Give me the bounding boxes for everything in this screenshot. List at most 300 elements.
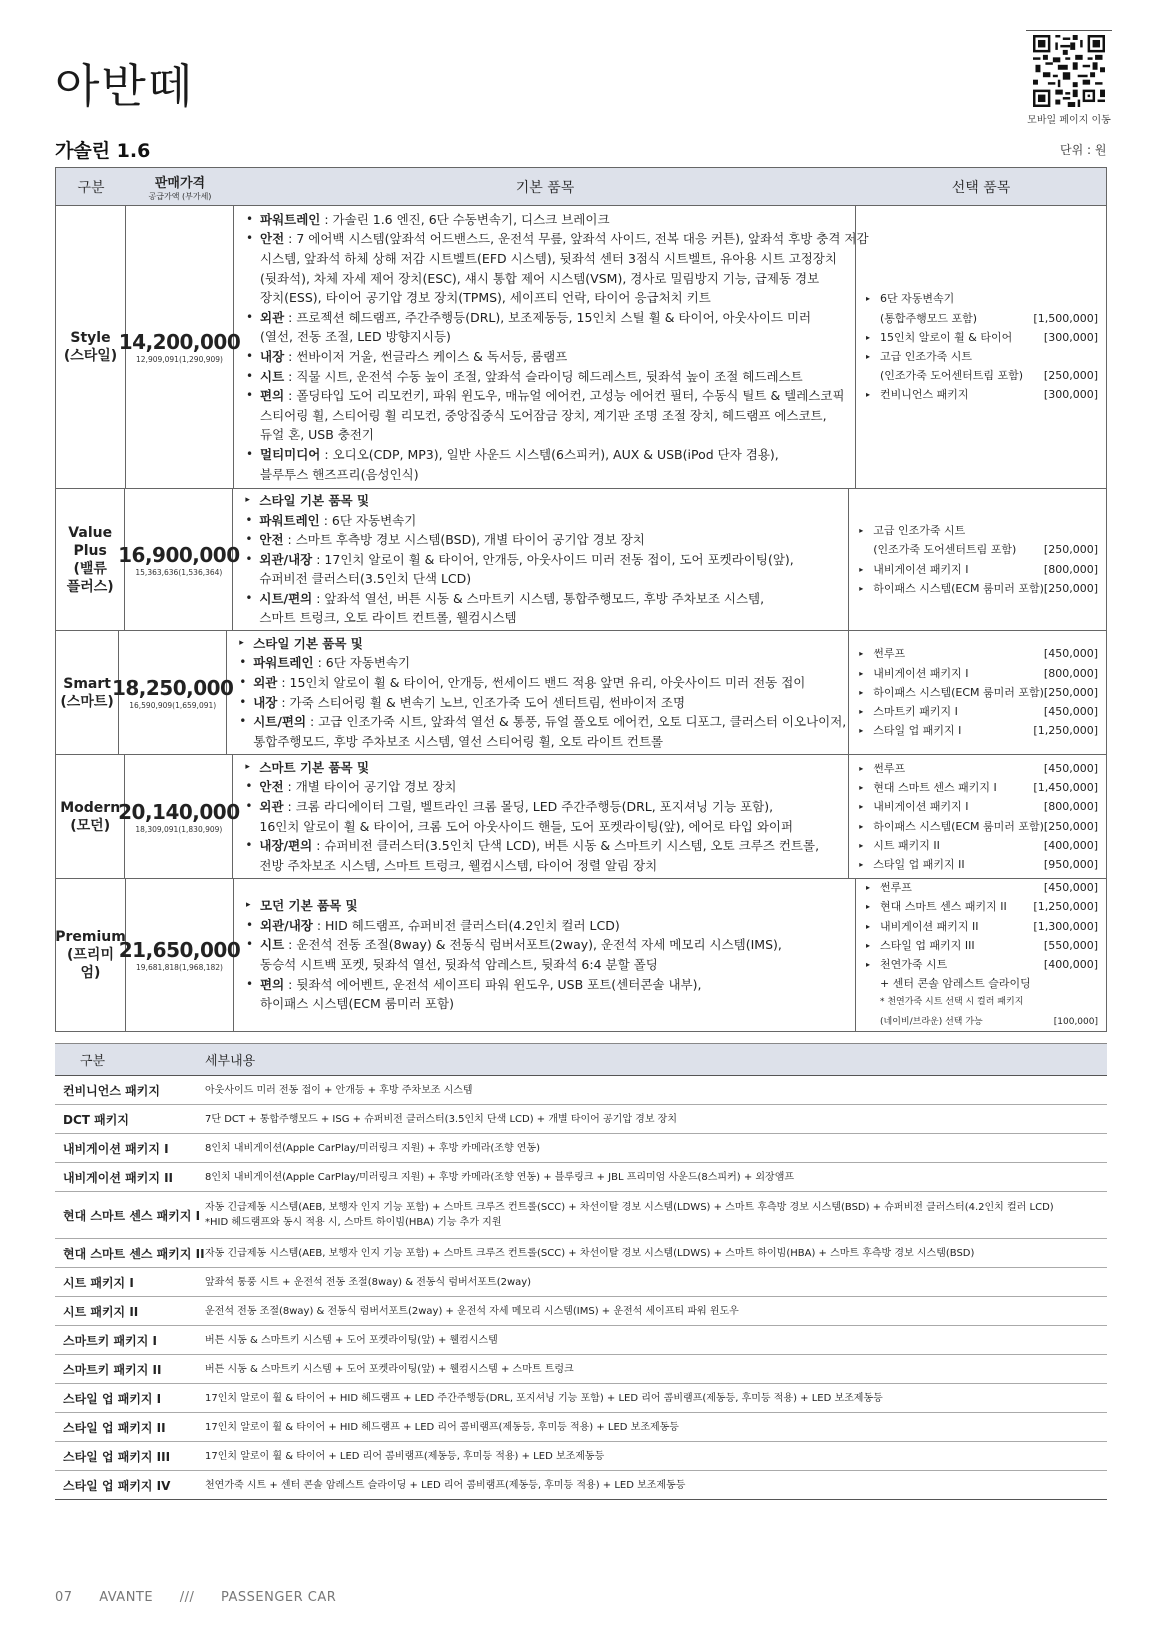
- feature-label: 파워트레인: [253, 655, 314, 671]
- feature-line: [239, 693, 840, 713]
- bullet-icon: •: [246, 937, 254, 952]
- option-name: * 천연가죽 시트 선택 시 컬러 패키지: [880, 997, 1024, 1008]
- trim-name: [56, 206, 126, 488]
- package-row: [55, 1192, 1107, 1239]
- package-detail-note: *HID 헤드램프와 동시 적용 시, 스마트 하이빔(HBA) 기능 추가 지원: [205, 1217, 502, 1228]
- option-line: [866, 897, 1098, 916]
- option-name: 내비게이션 패키지 I: [873, 800, 969, 814]
- feature-line: [245, 758, 840, 778]
- triangle-bullet-icon: ▸: [859, 583, 864, 593]
- feature-line: [246, 249, 847, 269]
- package-row: [55, 1076, 1107, 1105]
- option-price: [800,000]: [1043, 562, 1098, 576]
- option-name: 하이패스 시스템(ECM 룸미러 포함): [873, 819, 1044, 833]
- trim-name-line: (스타일): [63, 348, 118, 364]
- feature-text: [260, 975, 701, 995]
- feature-detail: 16인치 알로이 휠 & 타이어, 크롬 도어 아웃사이드 핸들, 도어 포켓라이팅(앞), 에어로 타입 와이퍼: [259, 818, 794, 834]
- package-row: [55, 1384, 1107, 1413]
- feature-text: [253, 712, 846, 732]
- package-name: 현대 스마트 센스 패키지 II: [63, 1246, 205, 1261]
- price-value: 21,650,000: [118, 938, 241, 962]
- feature-label: 시트: [260, 937, 285, 953]
- trim-name: [56, 879, 126, 1031]
- feature-text: [260, 288, 711, 308]
- feature-detail: 전방 주차보조 시스템, 스마트 트렁크, 웰컴시스템, 타이어 정렬 알림 장치: [259, 857, 658, 873]
- feature-detail: : 15인치 알로이 휠 & 타이어, 안개등, 썬세이드 밴드 적용 앞면 유리, 아웃사이드 미러 전동 접이: [277, 674, 806, 690]
- trim-name-line: Plus: [73, 542, 107, 559]
- feature-label: 파워트레인: [259, 512, 320, 528]
- feature-line: [246, 327, 847, 347]
- bullet-icon: •: [245, 779, 253, 794]
- trim-name-line: (밸류: [73, 560, 107, 577]
- bullet-icon: •: [239, 655, 247, 670]
- option-price: [800,000]: [1043, 666, 1098, 680]
- feature-text: [253, 673, 805, 693]
- package-detail: [205, 1333, 1107, 1348]
- package-detail: [205, 1112, 1107, 1127]
- feature-detail: : 가죽 스티어링 휠 & 변속기 노브, 인조가죽 도어 센터트림, 썬바이저 조명: [277, 694, 686, 710]
- trim-price: [118, 755, 240, 878]
- option-line: [866, 993, 1098, 1012]
- feature-line: [245, 511, 840, 531]
- package-detail-line: 앞좌석 통풍 시트 + 운전석 전동 조절(8way) & 전동식 럼버서포트(2way): [205, 1276, 532, 1288]
- feature-line: [246, 229, 869, 249]
- triangle-bullet-icon: ▸: [859, 649, 864, 659]
- feature-detail: : 6단 자동변속기: [313, 655, 411, 671]
- feature-line: [245, 797, 840, 817]
- trim-name-line: 플러스): [66, 578, 114, 595]
- feature-text: [260, 406, 827, 426]
- triangle-bullet-icon: [866, 366, 880, 385]
- option-name: 고급 인조가죽 시트: [873, 524, 966, 538]
- triangle-bullet-icon: ▸: [866, 940, 871, 950]
- qr-block[interactable]: [1026, 30, 1112, 126]
- bullet-icon: •: [245, 551, 253, 566]
- option-price: [300,000]: [1043, 388, 1098, 402]
- feature-text: [259, 569, 471, 589]
- package-name: 스마트키 패키지 I: [63, 1333, 157, 1348]
- feature-detail: : 운전석 전동 조절(8way) & 전동식 럼버서포트(2way), 운전석 자세 메모리 시스템(IMS),: [284, 937, 782, 953]
- feature-detail: 동승석 시트백 포켓, 뒷좌석 열선, 뒷좌석 암레스트, 뒷좌석 6:4 분할 폴딩: [260, 957, 658, 972]
- option-name: 썬루프: [873, 647, 906, 661]
- trim-price: [118, 489, 240, 630]
- feature-detail: : 6단 자동변속기: [319, 512, 417, 528]
- bullet-icon: •: [246, 349, 254, 363]
- package-detail-line: 자동 긴급제동 시스템(AEB, 보행자 인지 기능 포함) + 스마트 크루즈 컨트롤(SCC) + 차선이탈 경보 시스템(LDWS) + 스마트 후측방 경보 시스템(BSD) + 슈퍼비전 클러스터(4.2인치 컬러 LCD): [205, 1202, 1054, 1213]
- triangle-bullet-icon: [866, 993, 880, 1012]
- package-rows: [55, 1076, 1107, 1500]
- triangle-bullet-icon: [866, 309, 880, 328]
- feature-label: 안전: [259, 532, 284, 548]
- feature-line: [246, 269, 847, 289]
- package-detail: [205, 1200, 1107, 1230]
- feature-detail: 스마트 트렁크, 오토 라이트 컨트롤, 웰컴시스템: [259, 610, 517, 626]
- feature-label: 외관: [259, 798, 284, 814]
- feature-text: [259, 817, 793, 837]
- option-name: 썬루프: [873, 761, 906, 775]
- feature-label: 내장/편의: [259, 838, 313, 854]
- option-line: [859, 778, 1098, 797]
- feature-line: [239, 634, 840, 654]
- basic-features: [233, 755, 849, 878]
- feature-detail: : 직물 시트, 운전석 수동 높이 조절, 앞좌석 슬라이딩 헤드레스트, 뒷좌석 높이 조절 헤드레스트: [284, 368, 803, 384]
- bullet-icon: ▸: [245, 494, 250, 505]
- feature-detail: 하이패스 시스템(ECM 룸미러 포함): [260, 996, 454, 1012]
- feature-line: [246, 465, 847, 485]
- option-price: [400,000]: [1043, 958, 1098, 971]
- triangle-bullet-icon: ▸: [866, 883, 871, 893]
- header-price-label: 판매가격: [154, 175, 206, 191]
- feature-detail: 듀얼 혼, USB 충전기: [260, 427, 375, 443]
- feature-line: [239, 712, 847, 732]
- bullet-icon: •: [246, 976, 254, 991]
- option-line: [859, 644, 1098, 663]
- feature-line: [246, 288, 847, 308]
- option-line: [859, 759, 1098, 778]
- basic-features: [233, 489, 849, 630]
- qr-label: 모바일 페이지 이동: [1027, 115, 1111, 126]
- trim-row: [56, 755, 1106, 879]
- feature-label: 스마트 기본 품목 및: [259, 759, 370, 775]
- footer-page-number: 07: [55, 1590, 73, 1605]
- option-name: 내비게이션 패키지 I: [873, 562, 969, 576]
- feature-label: 시트: [260, 368, 285, 384]
- package-detail: [205, 1304, 1107, 1319]
- package-detail-line: 8인치 내비게이션(Apple CarPlay/미러링크 지원) + 후방 카메라(조향 연동): [205, 1142, 541, 1154]
- option-line: [859, 702, 1098, 721]
- option-name: (인조가죽 도어센터트림 포함): [880, 369, 1024, 383]
- qr-divider: [1026, 30, 1112, 31]
- feature-line: [246, 425, 847, 445]
- option-line: [866, 309, 1098, 328]
- package-table-header: [55, 1043, 1107, 1076]
- feature-text: [260, 955, 658, 975]
- feature-detail: 시스템, 앞좌석 하체 상해 저감 시트벨트(EFD 시스템), 뒷좌석 센터 3점식 시트벨트, 유아용 시트 고정장치: [260, 251, 837, 267]
- bullet-icon: •: [245, 512, 253, 527]
- option-price: [450,000]: [1043, 705, 1098, 719]
- triangle-bullet-icon: ▸: [859, 726, 864, 736]
- feature-detail: (열선, 전동 조절, LED 방향지시등): [260, 329, 451, 345]
- feature-line: [246, 406, 847, 426]
- supply-value: 16,590,909(1,659,091): [129, 700, 217, 710]
- feature-line: [245, 817, 840, 837]
- feature-line: [245, 836, 840, 856]
- triangle-bullet-icon: [866, 1013, 880, 1032]
- feature-text: [260, 249, 837, 269]
- option-price: [250,000]: [1043, 581, 1098, 595]
- package-detail-line: 17인치 알로이 휠 & 타이어 + HID 헤드램프 + LED 주간주행등(DRL, 포지셔닝 기능 포함) + LED 리어 콤비램프(제동등, 후미등 적용) + LED 보조제동등: [205, 1392, 883, 1404]
- package-detail: [205, 1170, 1107, 1185]
- option-line: [859, 560, 1098, 579]
- package-detail: [205, 1362, 1107, 1377]
- option-name: 고급 인조가죽 시트: [880, 350, 973, 363]
- header-category: 구분: [77, 179, 105, 196]
- feature-text: [259, 797, 773, 817]
- package-name: 스타일 업 패키지 III: [63, 1449, 171, 1464]
- feature-text: [260, 347, 567, 367]
- package-row: [55, 1355, 1107, 1384]
- feature-text: [260, 269, 819, 289]
- feature-line: [246, 210, 847, 230]
- feature-line: [245, 550, 840, 570]
- price-table: [55, 167, 1107, 1032]
- package-detail: [205, 1391, 1107, 1406]
- package-detail: [205, 1083, 1107, 1098]
- option-price: [1,450,000]: [1033, 781, 1098, 795]
- trim-price: [118, 879, 241, 1031]
- feature-text: [253, 634, 363, 654]
- basic-features: [234, 879, 856, 1031]
- option-name: 스타일 업 패키지 III: [880, 938, 975, 952]
- feature-detail: (뒷좌석), 차체 자세 제어 장치(ESC), 섀시 통합 제어 시스템(VSM), 경사로 밀림방지 기능, 급제동 경보: [260, 270, 820, 286]
- package-detail: [205, 1246, 1107, 1261]
- feature-text: [260, 327, 451, 347]
- option-price: [250,000]: [1043, 369, 1098, 383]
- package-detail-line: 천연가죽 시트 + 센터 콘솔 암레스트 슬라이딩 + LED 리어 콤비램프(제동등, 후미등 적용) + LED 보조제동등: [205, 1479, 686, 1491]
- option-line: [859, 836, 1098, 855]
- package-detail-line: 8인치 내비게이션(Apple CarPlay/미러링크 지원) + 후방 카메라(조향 연동) + 블루링크 + JBL 프리미엄 사운드(8스피커) + 외장앰프: [205, 1171, 795, 1183]
- option-price: [450,000]: [1043, 881, 1098, 895]
- triangle-bullet-icon: ▸: [866, 332, 871, 342]
- feature-detail: 슈퍼비전 클러스터(3.5인치 단색 LCD): [259, 571, 472, 587]
- package-name: 컨비니언스 패키지: [63, 1083, 160, 1098]
- trim-row: [56, 489, 1106, 631]
- option-price: [1,500,000]: [1033, 311, 1098, 325]
- header-options: 선택 품목: [951, 179, 1011, 196]
- basic-features: [227, 631, 849, 754]
- bullet-icon: •: [239, 714, 247, 729]
- trim-name-line: Smart: [63, 675, 111, 692]
- option-line: [866, 878, 1098, 897]
- feature-line: [246, 367, 847, 387]
- header-price-sub: 공급가액 (부가세): [148, 191, 212, 201]
- trim-name: [56, 631, 119, 754]
- triangle-bullet-icon: ▸: [859, 783, 864, 793]
- option-name: 하이패스 시스템(ECM 룸미러 포함): [873, 685, 1044, 699]
- feature-text: [259, 856, 657, 876]
- option-price: [250,000]: [1043, 819, 1098, 833]
- supply-value: 18,309,091(1,830,909): [135, 824, 223, 834]
- feature-detail: : 프로젝션 헤드램프, 주간주행등(DRL), 보조제동등, 15인치 스틸 휠 & 타이어, 아웃사이드 미러: [284, 309, 812, 325]
- option-price: [1,300,000]: [1033, 919, 1098, 933]
- triangle-bullet-icon: ▸: [859, 668, 864, 678]
- feature-text: [253, 693, 685, 713]
- option-name: 천연가죽 시트: [880, 958, 948, 971]
- option-line: [859, 855, 1098, 874]
- triangle-bullet-icon: ▸: [866, 921, 871, 931]
- triangle-bullet-icon: ▸: [866, 294, 871, 304]
- package-name: 스마트키 패키지 II: [63, 1362, 162, 1377]
- feature-label: 안전: [260, 231, 285, 247]
- feature-line: [245, 856, 840, 876]
- supply-value: 15,363,636(1,536,364): [135, 567, 223, 577]
- bullet-icon: •: [239, 694, 247, 709]
- option-name: 스마트키 패키지 I: [873, 705, 958, 719]
- option-price: [450,000]: [1043, 761, 1098, 775]
- option-name: 현대 스마트 센스 패키지 I: [873, 781, 997, 795]
- feature-text: [259, 758, 369, 778]
- option-line: [866, 347, 1098, 366]
- bullet-icon: •: [239, 674, 247, 689]
- footer-model: AVANTE: [99, 1590, 154, 1605]
- feature-line: [245, 777, 840, 797]
- option-line: [859, 521, 1098, 540]
- trim-price: [111, 631, 234, 754]
- feature-text: [259, 836, 819, 856]
- feature-text: [259, 530, 644, 550]
- supply-value: 12,909,091(1,290,909): [136, 355, 223, 364]
- feature-text: [260, 465, 419, 485]
- feature-detail: : 스마트 후측방 경보 시스템(BSD), 개별 타이어 공기압 경보 장치: [283, 532, 645, 548]
- feature-detail: : 앞좌석 열선, 버튼 시동 & 스마트키 시스템, 통합주행모드, 후방 주차보조 시스템,: [312, 590, 765, 606]
- feature-label: 스타일 기본 품목 및: [253, 635, 363, 651]
- feature-line: [245, 608, 840, 628]
- feature-label: 내장: [260, 349, 285, 364]
- basic-features: [234, 206, 869, 488]
- feature-line: [245, 569, 840, 589]
- trim-name: [56, 489, 125, 630]
- package-row: [55, 1326, 1107, 1355]
- feature-line: [246, 916, 847, 936]
- package-detail: [205, 1141, 1107, 1156]
- option-line: [859, 797, 1098, 816]
- feature-text: [260, 308, 811, 328]
- package-detail: [205, 1478, 1107, 1493]
- trim-name-line: Style: [70, 330, 111, 346]
- feature-line: [246, 386, 847, 406]
- option-price: [400,000]: [1043, 838, 1098, 852]
- trim-name-line: Premium: [55, 929, 126, 945]
- package-row: [55, 1134, 1107, 1163]
- package-name: 시트 패키지 II: [63, 1304, 139, 1319]
- feature-text: [260, 229, 869, 249]
- option-name: 썬루프: [880, 881, 912, 895]
- feature-label: 외관: [260, 309, 285, 325]
- option-price: [250,000]: [1043, 543, 1098, 557]
- feature-text: [260, 386, 845, 406]
- trim-price: [118, 206, 241, 488]
- feature-line: [246, 975, 847, 995]
- feature-text: [260, 425, 374, 445]
- bullet-icon: •: [246, 388, 254, 403]
- triangle-bullet-icon: ▸: [866, 352, 871, 361]
- package-detail: [205, 1420, 1107, 1435]
- feature-text: [259, 608, 516, 628]
- package-row: [55, 1442, 1107, 1471]
- feature-line: [239, 653, 840, 673]
- price-value: 20,140,000: [118, 799, 240, 824]
- package-row: [55, 1163, 1107, 1192]
- option-name: + 센터 콘솔 암레스트 슬라이딩: [880, 977, 1031, 991]
- bullet-icon: •: [246, 309, 254, 324]
- triangle-bullet-icon: ▸: [859, 687, 864, 697]
- feature-line: [246, 347, 847, 367]
- feature-text: [260, 994, 454, 1014]
- feature-text: [259, 511, 416, 531]
- option-line: [866, 936, 1098, 955]
- option-price: [450,000]: [1043, 647, 1098, 661]
- feature-label: 편의: [260, 976, 285, 992]
- feature-text: [253, 653, 410, 673]
- option-name: 하이패스 시스템(ECM 룸미러 포함): [873, 581, 1044, 595]
- feature-detail: : 슈퍼비전 클러스터(3.5인치 단색 LCD), 버튼 시동 & 스마트키 시스템, 오토 크루즈 컨트롤,: [312, 838, 820, 854]
- feature-label: 시트/편의: [253, 714, 307, 730]
- bullet-icon: ▸: [246, 900, 251, 911]
- bullet-icon: ▸: [245, 761, 250, 772]
- option-price: [300,000]: [1043, 330, 1098, 344]
- package-row: [55, 1268, 1107, 1297]
- feature-label: 시트/편의: [259, 590, 313, 606]
- feature-detail: : 고급 인조가죽 시트, 앞좌석 열선 & 통풍, 듀얼 풀오토 에어컨, 오토 디포그, 클러스터 이오나이저,: [306, 714, 847, 730]
- feature-detail: : 17인치 알로이 휠 & 타이어, 안개등, 아웃사이드 미러 전동 접이, 도어 포켓라이팅(앞),: [312, 551, 794, 567]
- price-value: 18,250,000: [111, 675, 234, 700]
- triangle-bullet-icon: ▸: [859, 821, 864, 831]
- qr-code-icon[interactable]: [1033, 35, 1105, 107]
- option-name: (인조가죽 도어센터트림 포함): [873, 543, 1017, 557]
- trim-name: [56, 755, 125, 878]
- feature-text: [260, 445, 779, 465]
- option-list: [856, 206, 1106, 488]
- triangle-bullet-icon: ▸: [859, 564, 864, 574]
- feature-line: [246, 896, 847, 916]
- package-detail-line: 버튼 시동 & 스마트키 시스템 + 도어 포켓라이팅(앞) + 웰컴시스템: [205, 1334, 498, 1346]
- feature-label: 내장: [253, 694, 278, 710]
- option-price: [100,000]: [1053, 1016, 1098, 1027]
- feature-text: [260, 916, 620, 936]
- option-name: 6단 자동변속기: [880, 292, 955, 306]
- option-line: [866, 1013, 1098, 1032]
- trim-rows: [56, 206, 1106, 1031]
- option-line: [859, 579, 1098, 598]
- package-row: [55, 1105, 1107, 1134]
- trim-name-line: (프리미엄): [67, 947, 114, 981]
- option-list: [849, 489, 1106, 630]
- feature-detail: 스티어링 휠, 스티어링 휠 리모컨, 중앙집중식 도어잠금 장치, 계기판 조명 조절 장치, 헤드램프 에스코트,: [260, 407, 827, 423]
- feature-detail: 장치(ESS), 타이어 공기압 경보 장치(TPMS), 세이프티 언락, 타이어 응급처치 키트: [260, 290, 711, 306]
- feature-text: [260, 935, 782, 955]
- package-name: 내비게이션 패키지 II: [63, 1170, 174, 1185]
- feature-text: [260, 210, 610, 230]
- feature-line: [245, 491, 840, 511]
- triangle-bullet-icon: ▸: [859, 802, 864, 812]
- feature-detail: 블루투스 핸즈프리(음성인식): [260, 466, 419, 482]
- triangle-bullet-icon: ▸: [866, 390, 871, 400]
- option-price: [250,000]: [1043, 685, 1098, 699]
- feature-line: [246, 308, 847, 328]
- feature-detail: : 가솔린 1.6 엔진, 6단 수동변속기, 디스크 브레이크: [320, 211, 610, 227]
- package-name: 스타일 업 패키지 II: [63, 1420, 166, 1435]
- feature-detail: : 폴딩타입 도어 리모컨키, 파워 윈도우, 매뉴얼 에어컨, 고성능 에어컨 필터, 수동식 틸트 & 텔레스코픽: [284, 388, 845, 404]
- feature-detail: : 오디오(CDP, MP3), 일반 사운드 시스템(6스피커), AUX & USB(iPod 단자 겸용),: [320, 446, 779, 462]
- option-name: 현대 스마트 센스 패키지 II: [880, 900, 1007, 914]
- header-price: [126, 168, 234, 205]
- triangle-bullet-icon: ▸: [866, 960, 871, 969]
- feature-label: 외관/내장: [260, 917, 313, 933]
- option-line: [859, 817, 1098, 836]
- option-name: 내비게이션 패키지 I: [873, 666, 969, 680]
- feature-line: [246, 445, 847, 465]
- feature-detail: : 뒷좌석 에어벤트, 운전석 세이프티 파워 윈도우, USB 포트(센터콘솔 내부),: [284, 976, 702, 992]
- price-value: 14,200,000: [118, 330, 241, 354]
- feature-label: 스타일 기본 품목 및: [259, 492, 370, 508]
- package-name: DCT 패키지: [63, 1112, 129, 1127]
- option-line: [859, 540, 1098, 559]
- feature-detail: : 7 에어백 시스템(앞좌석 어드밴스드, 운전석 무릎, 앞좌석 사이드, 전복 대응 커튼), 앞좌석 후방 충격 저감: [284, 231, 869, 247]
- package-name: 시트 패키지 I: [63, 1275, 134, 1290]
- footer: [55, 1590, 358, 1605]
- feature-line: [245, 530, 840, 550]
- option-line: [859, 683, 1098, 702]
